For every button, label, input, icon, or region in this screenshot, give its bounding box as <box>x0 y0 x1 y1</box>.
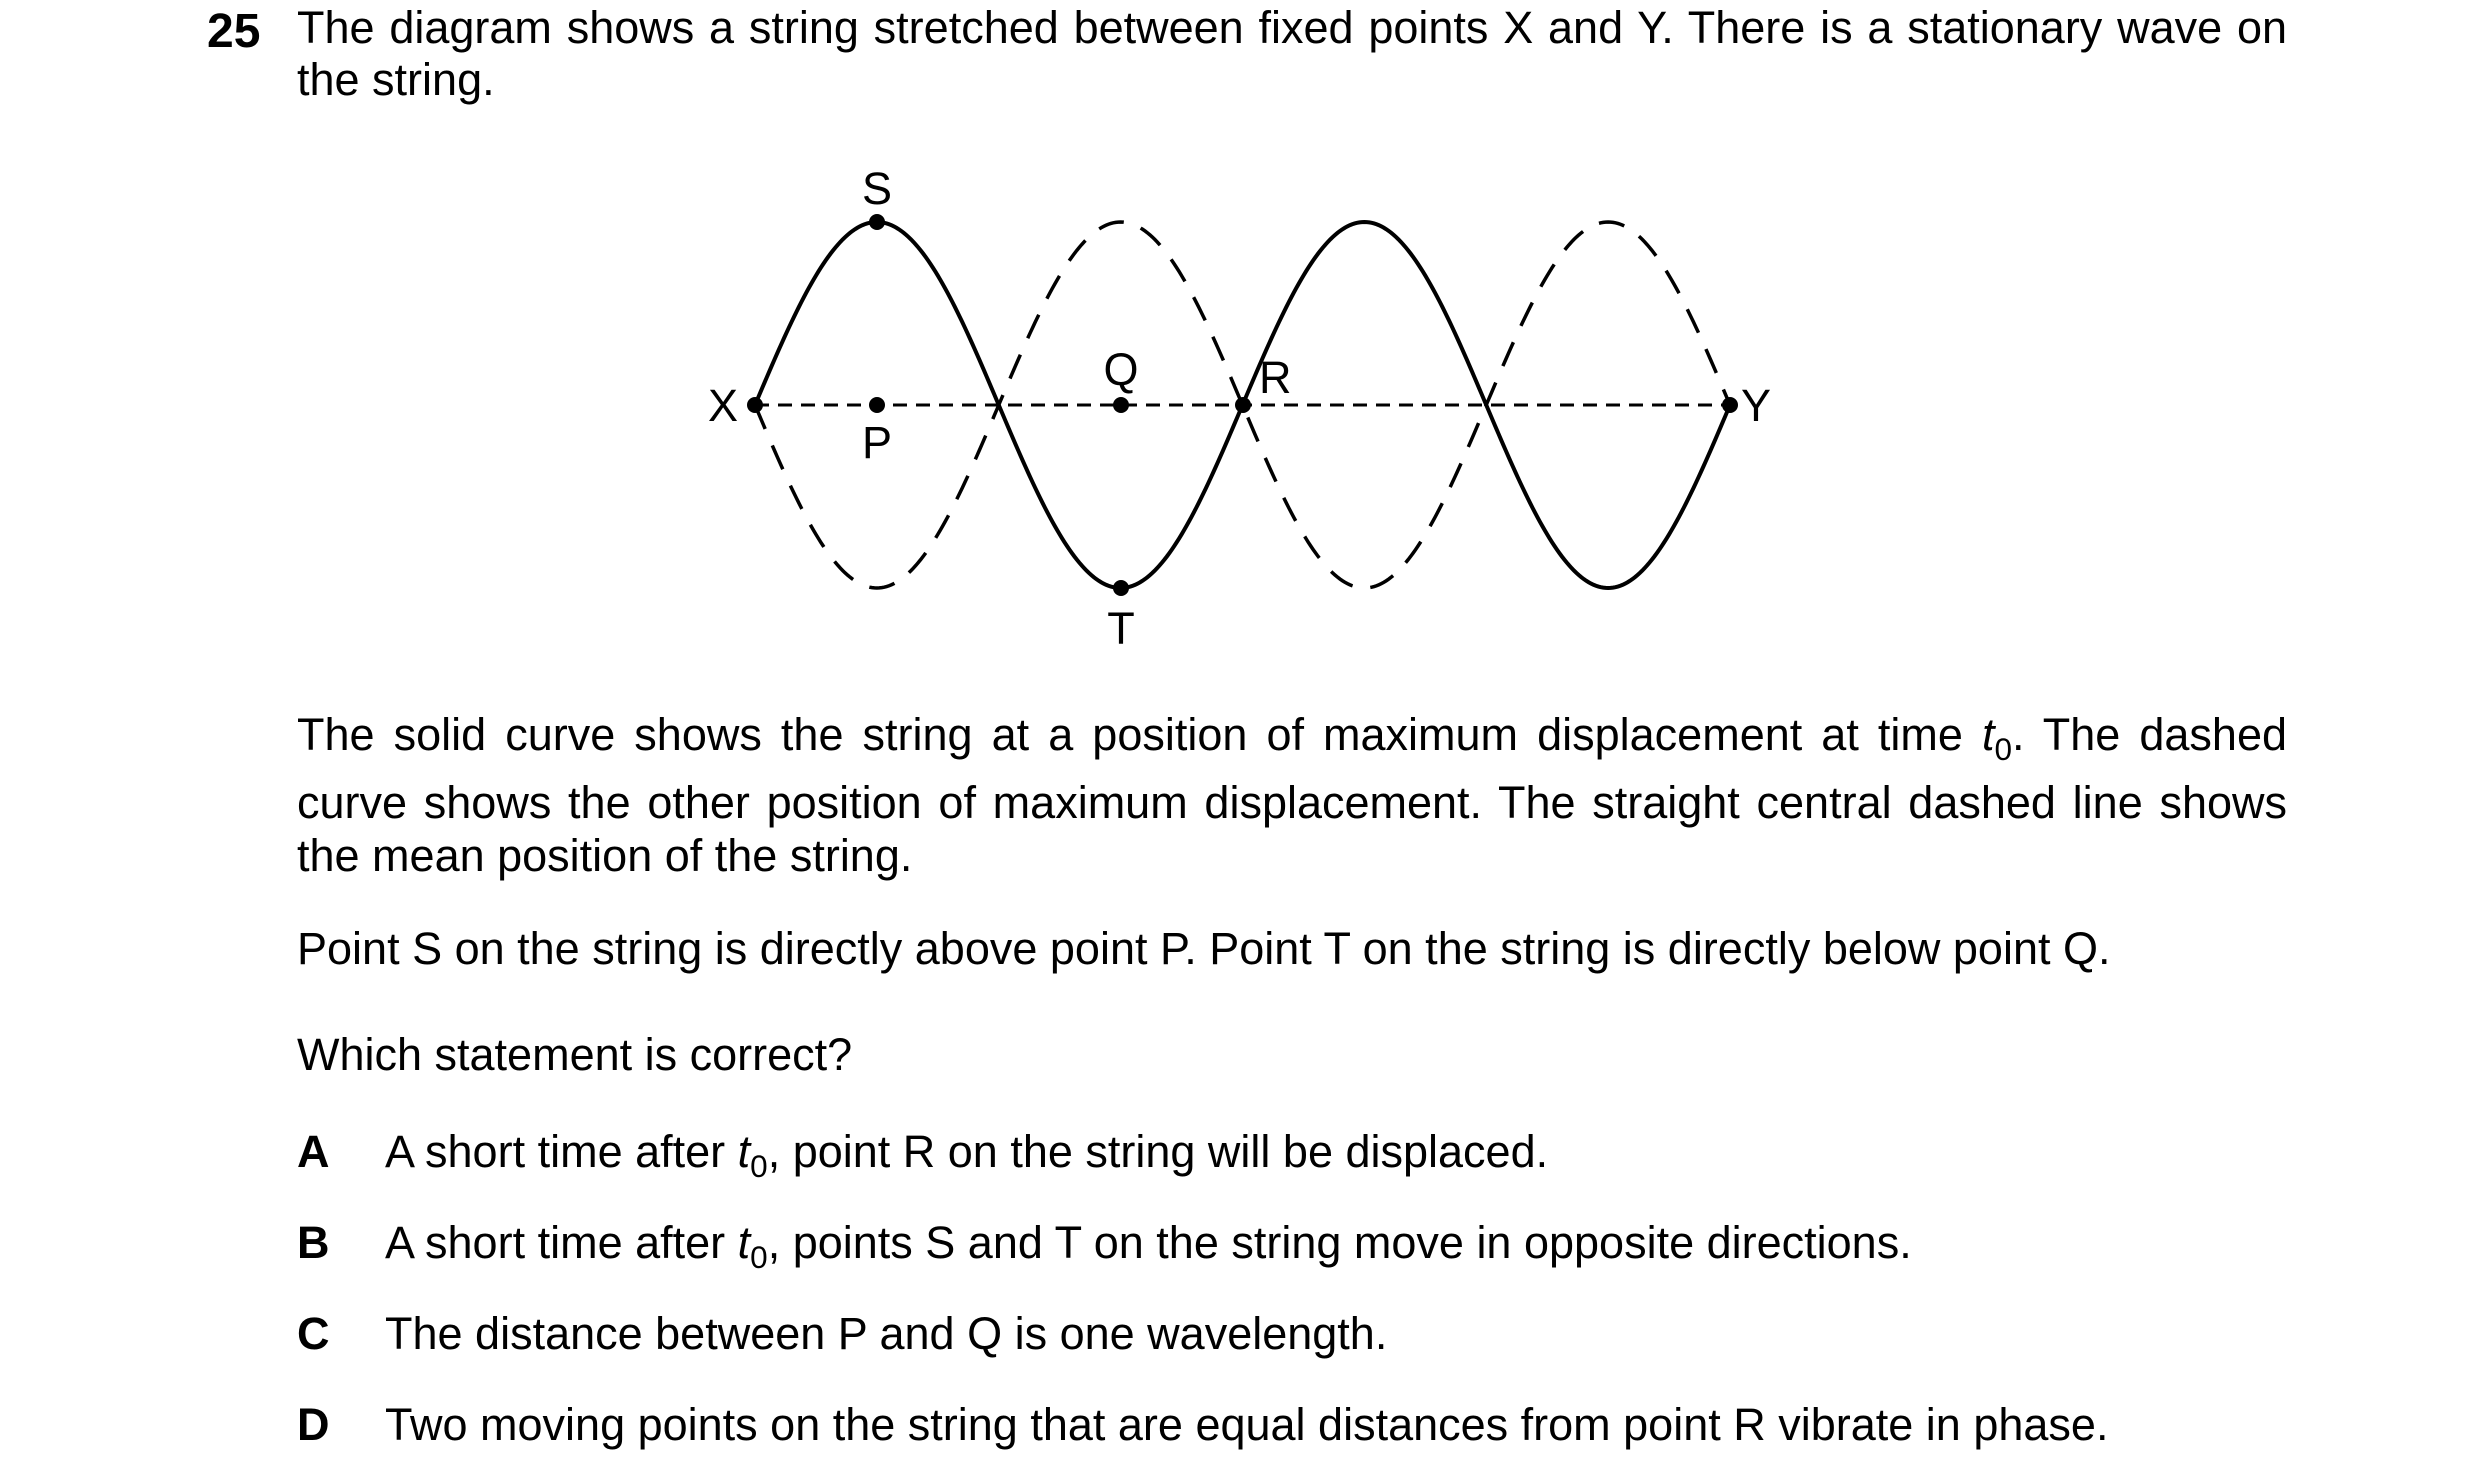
option-b-letter: B <box>297 1217 330 1268</box>
point-s-dot <box>869 214 885 230</box>
point-r-dot <box>1235 397 1251 413</box>
option-d-text: Two moving points on the string that are equal distances from point R vibrate in phase. <box>385 1399 2109 1450</box>
option-c[interactable] <box>297 1304 1387 1364</box>
option-a-text-end: , point R on the string will be displaced. <box>767 1126 1549 1177</box>
point-p-dot <box>869 397 885 413</box>
description-start: The solid curve shows the string at a position of maximum displacement at time <box>297 709 1982 760</box>
label-s: S <box>861 163 893 214</box>
point-t-dot <box>1113 580 1129 596</box>
time-symbol: $t_0$ <box>1981 709 2013 767</box>
time-symbol: $t_0$ <box>737 1217 768 1275</box>
option-b-text-start: A short time after <box>385 1217 738 1268</box>
label-q: Q <box>1103 344 1139 395</box>
label-p: P <box>861 417 893 468</box>
option-c-letter: C <box>297 1308 330 1359</box>
stationary-wave-diagram <box>0 0 2480 700</box>
option-b[interactable] <box>297 1213 1912 1273</box>
point-q-dot <box>1113 397 1129 413</box>
point-y-dot <box>1722 397 1738 413</box>
label-t: T <box>1107 603 1135 654</box>
label-x: X <box>708 380 739 431</box>
time-symbol: $t_0$ <box>737 1126 768 1184</box>
question-number: 25 <box>207 5 261 58</box>
option-b-text-end: , points S and T on the string move in opposite directions. <box>767 1217 1912 1268</box>
question-prompt: Which statement is correct? <box>297 1029 853 1080</box>
option-d[interactable] <box>297 1395 2108 1455</box>
option-c-text: The distance between P and Q is one wavelength. <box>385 1308 1388 1359</box>
label-y: Y <box>1741 380 1772 431</box>
option-a-text-start: A short time after <box>385 1126 738 1177</box>
question-intro: The diagram shows a string stretched between fixed points X and Y. There is a stationary wave on the string. <box>297 2 2287 105</box>
label-r: R <box>1259 352 1292 403</box>
description-end: . The dashed curve shows the other position of maximum displacement. The straight central dashed line shows the mean position of the string. <box>297 709 2287 881</box>
points-paragraph: Point S on the string is directly above point P. Point T on the string is directly below point Q. <box>297 923 2111 974</box>
option-d-letter: D <box>297 1399 330 1450</box>
description-paragraph <box>297 708 2287 882</box>
option-a[interactable] <box>297 1122 1548 1182</box>
option-a-letter: A <box>297 1126 330 1177</box>
point-x-dot <box>747 397 763 413</box>
